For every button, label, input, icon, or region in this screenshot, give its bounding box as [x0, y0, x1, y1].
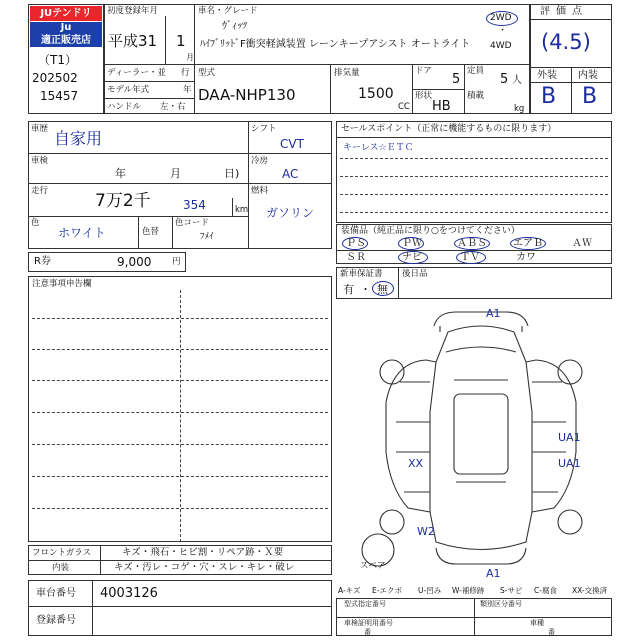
logo-banner [30, 6, 102, 21]
legend-a: A-キズ [338, 586, 361, 595]
color-code-label: 色コード [175, 218, 210, 228]
damage-mark-right-2: UA1 [558, 457, 581, 470]
logo-brand-text: JUテンドリ [40, 8, 92, 19]
front-glass-label: フロントガラス [32, 548, 91, 558]
chassis-label: 車台番号 [36, 588, 76, 599]
capacity-value: 5 [500, 72, 509, 87]
shape-label: 形状 [415, 91, 433, 101]
chassis-value: 4003126 [100, 586, 158, 601]
doors-value: 5 [452, 72, 461, 87]
spare-label: スペア [360, 561, 386, 571]
logo-ju [30, 22, 102, 34]
equip-aw: ＡＷ [572, 238, 592, 249]
shift-value: CVT [280, 137, 304, 151]
recycle-label: R券 [34, 256, 51, 267]
logo-shop-text: 適正販売店 [41, 35, 91, 46]
interior-cond-label: 内装 [52, 563, 70, 573]
fuel-label: 燃料 [251, 186, 269, 196]
car-type-unit: 番 [548, 628, 555, 636]
notes-label: 注意事項申告欄 [32, 279, 92, 289]
mileage-unit: km [235, 205, 249, 215]
score-value: (4.5) [541, 30, 591, 54]
type-value: DAA-NHP130 [198, 86, 296, 104]
equip-leather: カワ [516, 252, 536, 263]
handle-value: 左・右 [160, 102, 186, 112]
equip-tv: ＴＶ [460, 252, 480, 263]
car-name-label: 車名・グレード [198, 6, 258, 16]
drive-2wd: 2WD [490, 13, 512, 23]
equip-sr: ＳＲ [346, 252, 366, 263]
warranty-yes: 有 [343, 283, 354, 296]
car-type-label: 車種 [530, 619, 544, 627]
registration-month: 1 [176, 32, 186, 50]
logo-ju-text: Ju [60, 22, 72, 33]
interior-cond-value: キズ・汚レ・コゲ・穴・スレ・キレ・破レ [114, 562, 295, 573]
capacity-label: 定員 [467, 66, 485, 76]
model-year-unit: 年 [183, 85, 192, 95]
mileage-sub: 354 [183, 198, 206, 212]
model-year-label: モデル年式 [107, 85, 150, 95]
lane-code: （T1） [38, 53, 77, 67]
inspection-month-unit: 月 [170, 167, 181, 180]
after-item-label: 後日品 [402, 269, 428, 279]
displacement-label: 排気量 [334, 68, 360, 78]
score-label: 評価点 [540, 6, 588, 17]
ac-label: 冷房 [251, 156, 269, 166]
equip-abs: ＡＢＳ [457, 238, 487, 249]
warranty-label: 新車保証書 [340, 269, 383, 279]
ac-value: AC [282, 167, 299, 181]
equip-airbag: エアＢ [513, 238, 543, 249]
interior-score: B [582, 84, 598, 109]
logo-shop [30, 34, 102, 47]
exterior-label: 外装 [537, 70, 557, 81]
shift-label: シフト [251, 124, 277, 134]
color-label: 色 [31, 218, 40, 228]
displacement-value: 1500 [358, 86, 394, 102]
door-label: ドア [415, 66, 432, 76]
capacity-unit: 人 [512, 75, 522, 86]
color-tone-label: 色替 [142, 227, 160, 237]
type-label: 型式 [198, 68, 216, 78]
damage-mark-front: A1 [486, 307, 501, 320]
damage-mark-left: XX [408, 457, 424, 470]
dealer-label: ディーラー・並 [107, 68, 166, 78]
mileage-value: 7万2千 [95, 191, 151, 211]
interior-label: 内装 [578, 70, 598, 81]
registration-era: 平成31 [108, 32, 158, 50]
legend-w: W-補修跡 [452, 586, 485, 595]
inspection-label: 車検 [31, 156, 49, 166]
legend-c: C-腐食 [534, 586, 557, 595]
equip-pw: ＰＷ [402, 238, 422, 249]
displacement-unit: CC [398, 102, 410, 112]
cert-number-label: 車検証明用番号 [344, 619, 393, 627]
handle-label: ハンドル [107, 102, 142, 112]
drive-4wd: 4WD [490, 41, 512, 51]
legend-u: U-凹み [418, 586, 442, 595]
reg-number-label: 登録番号 [36, 615, 76, 626]
damage-mark-right-1: UA1 [558, 431, 581, 444]
sales-point-text: キーレス☆ＥＴＣ [343, 143, 414, 153]
recycle-unit: 円 [172, 257, 181, 267]
cert-number-unit: 番 [364, 628, 371, 636]
inspection-year-unit: 年 [115, 167, 126, 180]
listing-code-1: 202502 [32, 71, 78, 85]
usage-label: 車歴 [31, 124, 49, 134]
type-number-label: 型式指定番号 [344, 600, 386, 608]
legend-e: E-エクボ [372, 586, 402, 595]
usage-value: 自家用 [54, 129, 103, 148]
registration-month-unit: 月 [186, 53, 194, 62]
dealer-value: 行 [181, 68, 190, 78]
exterior-score: B [541, 84, 557, 109]
car-grade: ﾊｲﾌﾞﾘｯﾄﾞF衝突軽減装置 レーンキープアシスト オートライト [200, 39, 471, 50]
drive-dot: ・ [498, 26, 508, 36]
fuel-value: ガソリン [266, 206, 315, 220]
damage-mark-rear: A1 [486, 567, 501, 580]
legend-s: S-サビ [500, 586, 523, 595]
warranty-no: 無 [377, 283, 388, 296]
front-glass-value: キズ・飛石・ヒビ割・リペア跡・Ｘ要 [122, 547, 284, 558]
mileage-label: 走行 [31, 186, 49, 196]
color-code-value: ﾌﾒｲ [200, 232, 214, 242]
load-label: 積載 [467, 91, 485, 101]
registration-label: 初度登録年月 [107, 6, 159, 16]
class-number-label: 類別区分番号 [480, 600, 522, 608]
load-unit: kg [514, 104, 525, 114]
equip-ps: ＰＳ [346, 238, 366, 249]
shape-value: HB [432, 99, 451, 114]
equip-navi: ナビ [402, 252, 422, 263]
color-value: ホワイト [58, 226, 106, 240]
legend-xx: XX-交換済 [572, 586, 608, 595]
damage-mark-rear-left: W2 [417, 525, 435, 538]
recycle-box [28, 252, 186, 272]
car-name: ｳﾞｨｯﾂ [222, 21, 247, 32]
sales-point-label: セールスポイント（正常に機能するものに限ります） [341, 124, 557, 134]
equipment-label: 装備品（純正品に限り○をつけてください） [341, 226, 520, 236]
inspection-day-unit: 日) [224, 167, 240, 180]
warranty-dot: ・ [360, 283, 371, 296]
recycle-value: 9,000 [117, 255, 152, 269]
listing-code-2: 15457 [40, 89, 79, 103]
